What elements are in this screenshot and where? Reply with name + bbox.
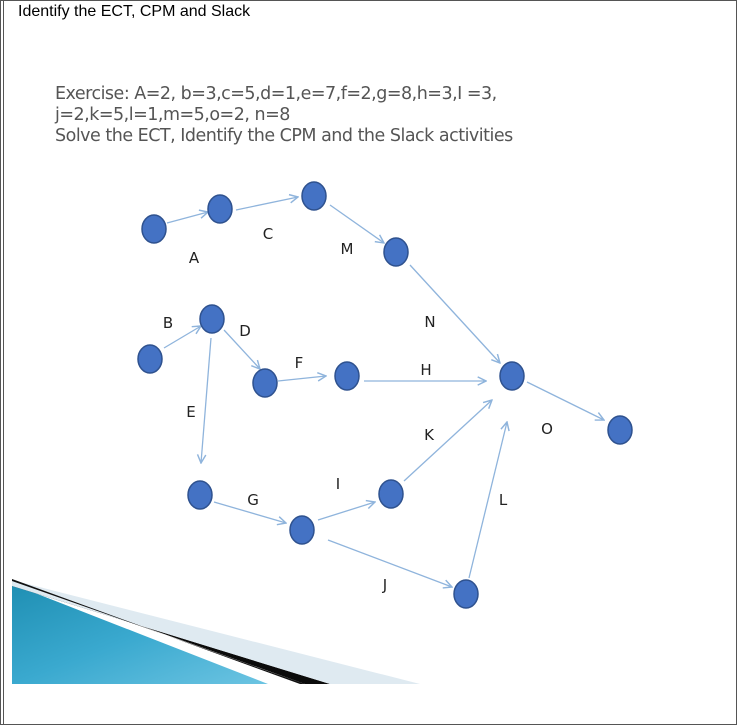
exercise-line-1: Exercise: A=2, b=3,c=5,d=1,e=7,f=2,g=8,h=3,I =3, xyxy=(55,84,497,104)
node-6 xyxy=(200,305,224,333)
label-A: A xyxy=(188,249,200,267)
node-12 xyxy=(290,516,314,544)
label-J: J xyxy=(382,576,388,594)
edge-C xyxy=(236,197,298,210)
node-14 xyxy=(454,580,478,608)
edge-I xyxy=(318,502,375,520)
edge-M xyxy=(330,205,384,243)
node-4 xyxy=(384,238,408,266)
label-I: I xyxy=(335,475,341,493)
label-C: C xyxy=(262,225,274,243)
label-E: E xyxy=(186,403,196,421)
page-title: Identify the ECT, CPM and Slack xyxy=(18,3,251,20)
edge-J xyxy=(328,540,452,587)
label-D: D xyxy=(239,322,251,340)
node-3 xyxy=(302,182,326,210)
decorative-corner-graphic xyxy=(12,579,420,684)
node-13 xyxy=(379,480,403,508)
exercise-line-2: j=2,k=5,l=1,m=5,o=2, n=8 xyxy=(55,105,290,125)
edge-O xyxy=(527,382,604,420)
edge-E xyxy=(201,338,211,463)
edge-A xyxy=(167,212,208,223)
node-10 xyxy=(608,416,632,444)
edge-K xyxy=(404,400,492,481)
label-B: B xyxy=(162,314,174,332)
edge-labels xyxy=(163,225,553,594)
node-7 xyxy=(253,369,277,397)
node-11 xyxy=(188,481,212,509)
label-G: G xyxy=(247,491,259,509)
exercise-line-3: Solve the ECT, Identify the CPM and the Slack activities xyxy=(55,126,513,146)
label-M: M xyxy=(340,240,354,258)
node-2 xyxy=(208,195,232,223)
node-1 xyxy=(142,215,166,243)
node-5 xyxy=(138,345,162,373)
label-K: K xyxy=(424,426,434,444)
edge-F xyxy=(278,376,326,381)
label-L: L xyxy=(498,491,508,509)
node-8 xyxy=(335,362,359,390)
label-F: F xyxy=(294,354,304,372)
node-9 xyxy=(500,362,524,390)
nodes xyxy=(138,182,632,608)
label-O: O xyxy=(541,420,553,438)
label-H: H xyxy=(420,361,432,379)
label-N: N xyxy=(424,313,436,331)
